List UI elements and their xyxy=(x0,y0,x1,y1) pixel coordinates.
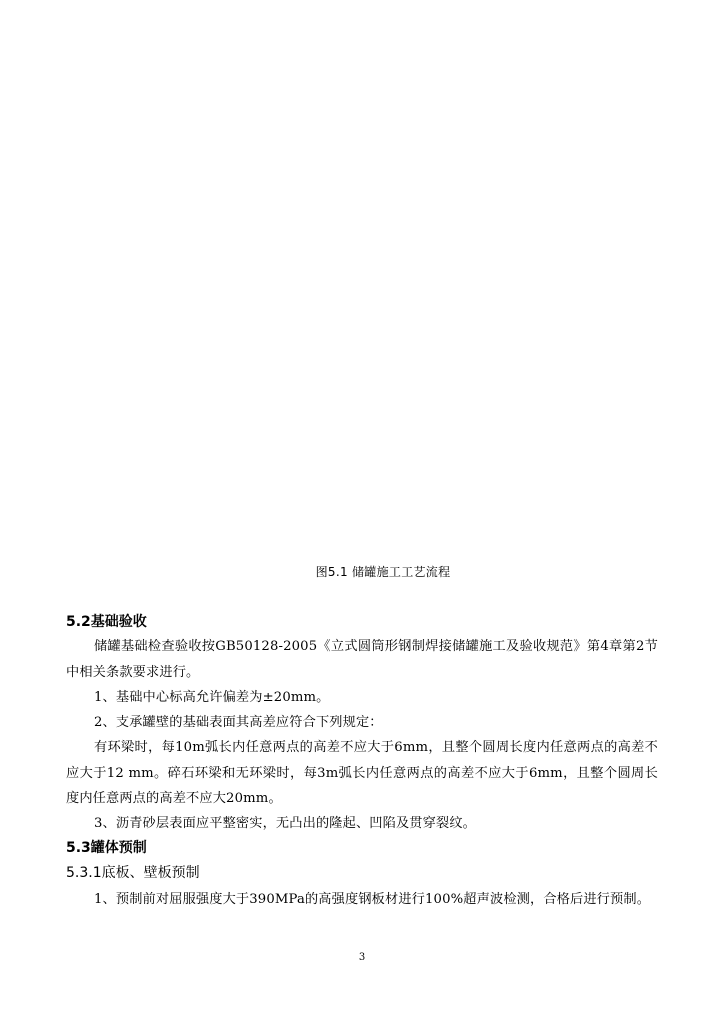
figure-blank-area xyxy=(64,40,660,545)
page-number: 3 xyxy=(358,952,366,963)
section-heading-5-3-1: 5.3.1底板、壁板预制 xyxy=(66,865,200,881)
paragraph-acceptance-standard: 储罐基础检查验收按GB50128-2005《立式圆筒形钢制焊接储罐施工及验收规范》第4章第2节中相关条款要求进行。 xyxy=(66,639,658,680)
paragraph-item-3: 3、沥青砂层表面应平整密实，无凸出的隆起、凹陷及贯穿裂纹。 xyxy=(94,816,476,831)
section-heading-5-3: 5.3罐体预制 xyxy=(66,840,147,856)
paragraph-prefabrication-inspection: 1、预制前对屈服强度大于390MPa的高强度钢板材进行100%超声波检测，合格后进行预制。 xyxy=(94,892,651,907)
paragraph-item-1: 1、基础中心标高允许偏差为±20mm。 xyxy=(94,690,330,705)
figure-caption: 图5.1 储罐施工工艺流程 xyxy=(315,565,451,579)
section-heading-5-2: 5.2基础验收 xyxy=(66,614,147,630)
paragraph-item-2: 2、支承罐壁的基础表面其高差应符合下列规定： xyxy=(94,715,383,730)
paragraph-height-difference: 有环梁时，每10m弧长内任意两点的高差不应大于6mm，且整个圆周长度内任意两点的高差不应大于12 mm。碎石环梁和无环梁时，每3m弧长内任意两点的高差不应大于6mm，且整个圆周长度内任意两点的高差不应大20mm。 xyxy=(66,740,658,806)
